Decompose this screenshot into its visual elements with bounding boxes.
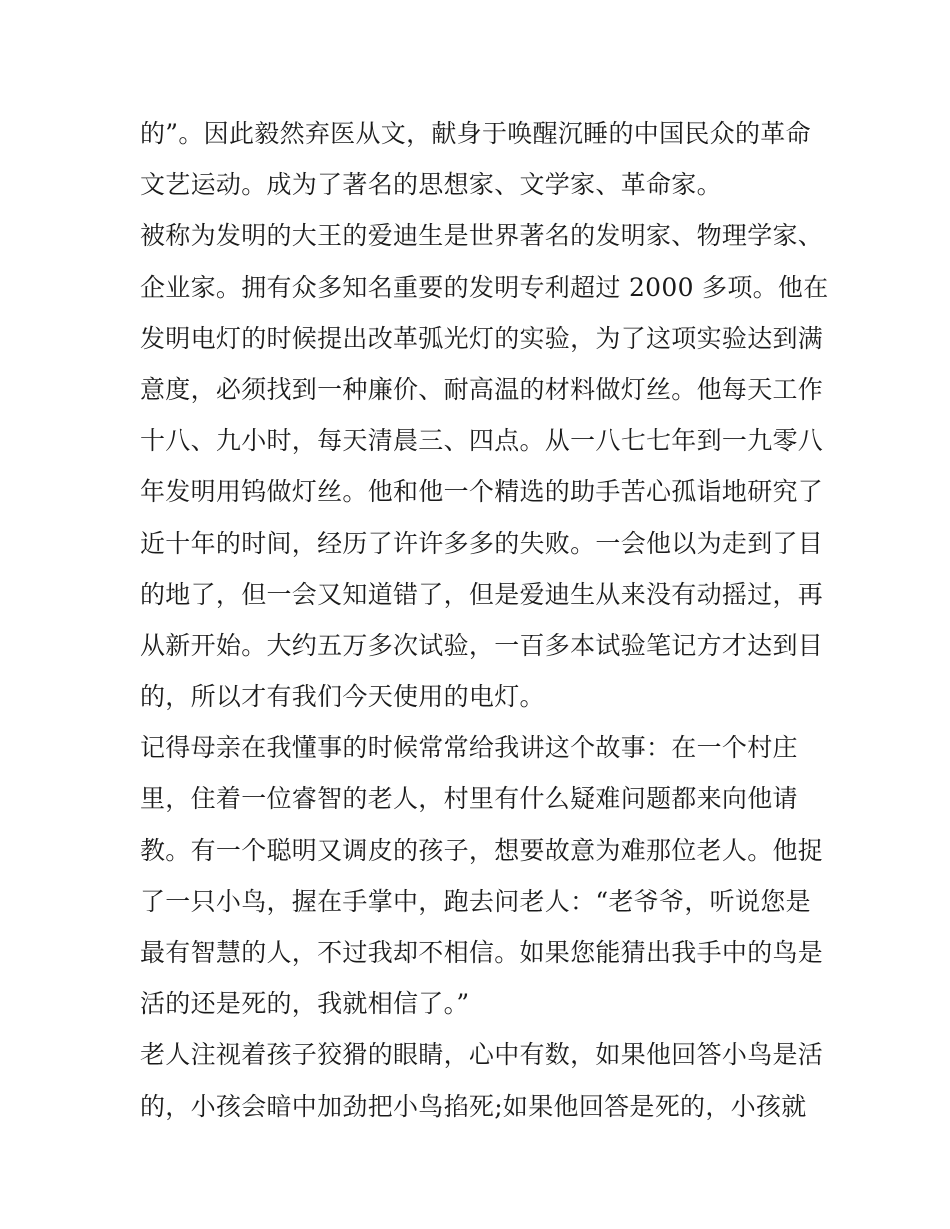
text-line: 年发明用钨做灯丝。他和他一个精选的助手苦心孤诣地研究了 — [140, 477, 824, 507]
text-line: 了一只小鸟，握在手掌中，跑去问老人：“老爷爷，听说您是 — [140, 886, 811, 916]
text-line: 记得母亲在我懂事的时候常常给我讲这个故事：在一个村庄 — [140, 733, 798, 763]
text-line: 教。有一个聪明又调皮的孩子，想要故意为难那位老人。他捉 — [140, 835, 824, 865]
text-line: 最有智慧的人，不过我却不相信。如果您能猜出我手中的鸟是 — [140, 938, 824, 967]
text-line: 从新开始。大约五万多次试验，一百多本试验笔记方才达到目 — [140, 630, 824, 660]
text-line: 文艺运动。成为了著名的思想家、文学家、革命家。 — [140, 170, 722, 200]
text-line: 发明电灯的时候提出改革弧光灯的实验，为了这项实验达到满 — [140, 323, 824, 353]
text-line: 的，小孩会暗中加劲把小鸟掐死;如果他回答是死的，小孩就 — [140, 1091, 807, 1121]
text-line: 老人注视着孩子狡猾的眼睛，心中有数，如果他回答小鸟是活 — [140, 1040, 824, 1070]
text-line: 近十年的时间，经历了许许多多的失败。一会他以为走到了目 — [140, 528, 824, 558]
text-line: 的”。因此毅然弃医从文，献身于唤醒沉睡的中国民众的革命 — [140, 119, 811, 148]
text-line: 的，所以才有我们今天使用的电灯。 — [140, 682, 545, 712]
body-text — [140, 108, 829, 1132]
text-line: 意度，必须找到一种廉价、耐高温的材料做灯丝。他每天工作 — [140, 374, 824, 404]
text-line: 的地了，但一会又知道错了，但是爱迪生从来没有动摇过，再 — [140, 579, 824, 609]
text-line: 企业家。拥有众多知名重要的发明专利超过 2000 多项。他在 — [140, 272, 829, 302]
text-line: 活的还是死的，我就相信了。” — [140, 989, 470, 1019]
text-line: 十八、九小时，每天清晨三、四点。从一八七七年到一九零八 — [140, 426, 824, 456]
text-line: 被称为发明的大王的爱迪生是世界著名的发明家、物理学家、 — [140, 221, 824, 251]
text-line: 里，住着一位睿智的老人，村里有什么疑难问题都来向他请 — [140, 784, 798, 814]
